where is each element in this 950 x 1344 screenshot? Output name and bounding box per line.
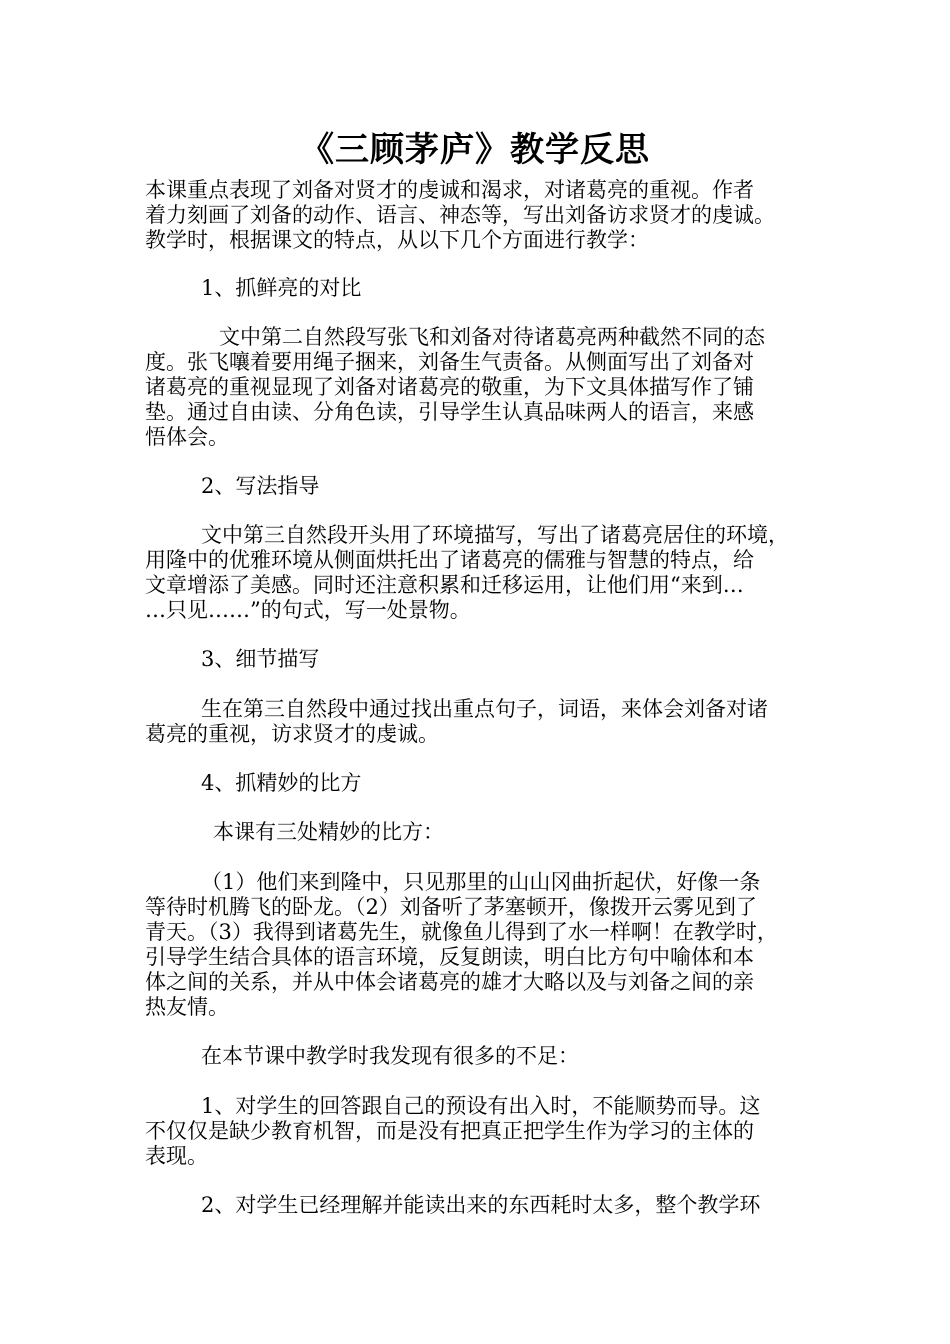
- section-heading: 1、抓鲜亮的对比: [201, 276, 362, 300]
- paragraph-line: 度。张飞嚷着要用绳子捆来，刘备生气责备。从侧面写出了刘备对: [145, 350, 754, 374]
- paragraph-line: 着力刻画了刘备的动作、语言、神态等，写出刘备访求贤才的虔诚。: [145, 203, 775, 227]
- paragraph-line: （1）他们来到隆中，只见那里的山山冈曲折起伏，好像一条: [201, 870, 761, 894]
- paragraph-line: 热友情。: [145, 995, 229, 1019]
- paragraph-line: 文中第二自然段写张飞和刘备对待诸葛亮两种截然不同的态: [219, 325, 765, 349]
- paragraph-line: 诸葛亮的重视显现了刘备对诸葛亮的敬重，为下文具体描写作了铺: [145, 375, 754, 399]
- paragraph-line: 1、对学生的回答跟自己的预设有出入时，不能顺势而导。这: [201, 1094, 761, 1118]
- paragraph-line: 文章增添了美感。同时还注意积累和迁移运用，让他们用“来到…: [145, 573, 744, 597]
- paragraph-line: 体之间的关系，并从中体会诸葛亮的雄才大略以及与刘备之间的亲: [145, 970, 754, 994]
- paragraph-line: 葛亮的重视，访求贤才的虔诚。: [145, 722, 439, 746]
- paragraph-line: 本课有三处精妙的比方：: [213, 820, 444, 844]
- section-heading: 2、写法指导: [201, 474, 320, 498]
- paragraph-line: 生在第三自然段中通过找出重点句子，词语，来体会刘备对诸: [201, 697, 768, 721]
- paragraph-line: 文中第三自然段开头用了环境描写，写出了诸葛亮居住的环境，: [201, 523, 789, 547]
- paragraph-line: 垫。通过自由读、分角色读，引导学生认真品味两人的语言，来感: [145, 400, 754, 424]
- paragraph-line: 教学时，根据课文的特点，从以下几个方面进行教学：: [145, 228, 649, 252]
- paragraph-line: 悟体会。: [145, 425, 229, 449]
- paragraph-line: 不仅仅是缺少教育机智，而是没有把真正把学生作为学习的主体的: [145, 1119, 754, 1143]
- section-heading: 4、抓精妙的比方: [201, 771, 362, 795]
- paragraph-line: 2、对学生已经理解并能读出来的东西耗时太多，整个教学环: [201, 1193, 761, 1217]
- paragraph-line: 引导学生结合具体的语言环境，反复朗读，明白比方句中喻体和本: [145, 945, 754, 969]
- section-heading: 3、细节描写: [201, 647, 320, 671]
- paragraph-line: 本课重点表现了刘备对贤才的虔诚和渴求，对诸葛亮的重视。作者: [145, 178, 754, 202]
- paragraph-line: 等待时机腾飞的卧龙。（2）刘备听了茅塞顿开，像拨开云雾见到了: [145, 895, 757, 919]
- paragraph-line: 青天。（3）我得到诸葛先生，就像鱼儿得到了水一样啊！在教学时，: [145, 920, 778, 944]
- paragraph-line: 在本节课中教学时我发现有很多的不足：: [201, 1044, 579, 1068]
- paragraph-line: 表现。: [145, 1144, 208, 1168]
- paragraph-line: …只见……”的句式，写一处景物。: [145, 598, 471, 622]
- paragraph-line: 用隆中的优雅环境从侧面烘托出了诸葛亮的儒雅与智慧的特点，给: [145, 548, 754, 572]
- document-title: 《三顾茅庐》教学反思: [300, 130, 650, 170]
